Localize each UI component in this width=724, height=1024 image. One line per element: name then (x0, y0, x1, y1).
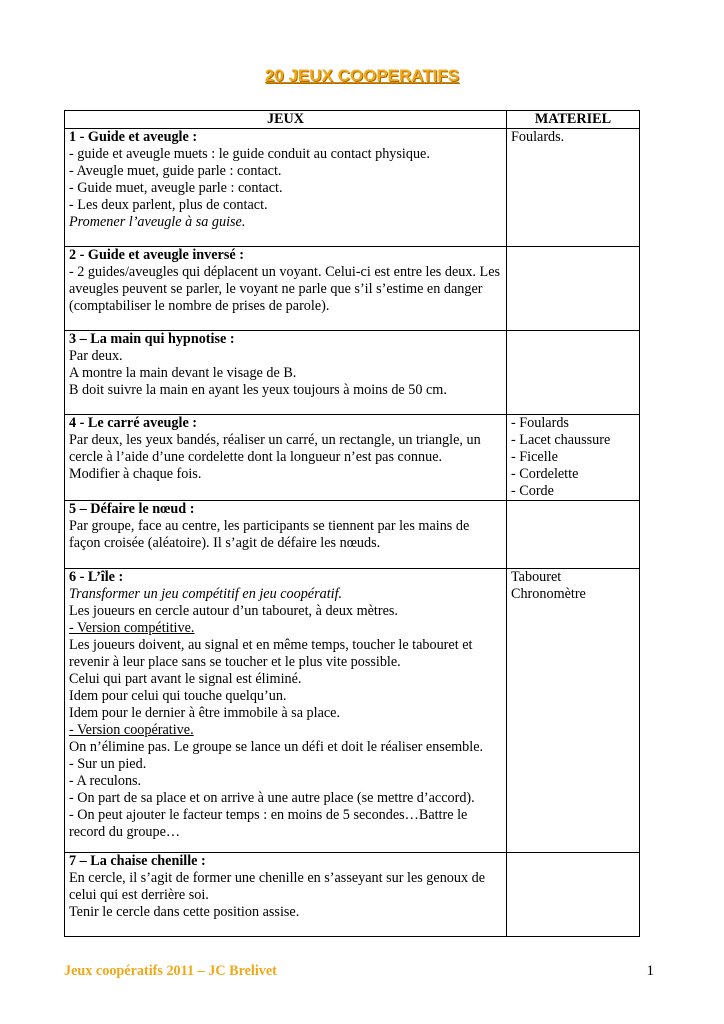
game-description-line: - Version compétitive. (69, 620, 195, 636)
game-title: 1 - Guide et aveugle : (69, 129, 198, 145)
game-cell (65, 247, 507, 331)
page-number: 1 (646, 963, 654, 979)
materiel-cell (507, 331, 640, 415)
table-row (65, 569, 640, 853)
materiel-cell (507, 247, 640, 331)
game-description-line: Celui qui part avant le signal est éliminé. (69, 671, 302, 687)
game-description-line: Tenir le cercle dans cette position assise. (69, 904, 300, 920)
game-description-line: - On part de sa place et on arrive à une autre place (se mettre d’accord). (69, 790, 475, 806)
game-description-line: - 2 guides/aveugles qui déplacent un voyant. Celui-ci est entre les deux. Les aveugles peuvent se parler, le voyant ne parle que s’il s’estime en danger (comptabiliser le nombre de prises de parole). (69, 264, 501, 314)
table-row (65, 331, 640, 415)
game-description-line: Les joueurs doivent, au signal et en même temps, toucher le tabouret et revenir à leur place sans se toucher et le plus vite possible. (69, 637, 473, 670)
game-description-line: - guide et aveugle muets : le guide conduit au contact physique. (69, 146, 430, 162)
materiel-item: Tabouret (511, 569, 562, 585)
game-description-line: - Aveugle muet, guide parle : contact. (69, 163, 282, 179)
materiel-item: - Ficelle (511, 449, 558, 465)
game-cell (65, 415, 507, 501)
game-title: 7 – La chaise chenille : (69, 853, 206, 869)
game-cell (65, 853, 507, 937)
materiel-cell (507, 129, 640, 247)
game-description-line: - A reculons. (69, 773, 142, 789)
game-description-line: - Version coopérative. (69, 722, 194, 738)
game-description-line: Idem pour celui qui touche quelqu’un. (69, 688, 287, 704)
game-cell (65, 569, 507, 853)
game-description-line: Modifier à chaque fois. (69, 466, 202, 482)
game-title: 6 - L’île : (69, 569, 124, 585)
game-title: 2 - Guide et aveugle inversé : (69, 247, 244, 263)
game-description-line: Les joueurs en cercle autour d’un tabouret, à deux mètres. (69, 603, 398, 619)
table-row (65, 247, 640, 331)
table-row (65, 129, 640, 247)
materiel-cell (507, 415, 640, 501)
game-description-line: Promener l’aveugle à sa guise. (69, 214, 246, 230)
game-description-line: A montre la main devant le visage de B. (69, 365, 297, 381)
materiel-cell (507, 853, 640, 937)
game-description-line: Transformer un jeu compétitif en jeu coopératif. (69, 586, 343, 602)
header-materiel: MATERIEL (507, 111, 640, 129)
game-description-line: - Les deux parlent, plus de contact. (69, 197, 268, 213)
game-description-line: Par groupe, face au centre, les participants se tiennent par les mains de façon croisée (aléatoire). Il s’agit de défaire les nœuds. (69, 518, 470, 551)
table-row (65, 501, 640, 569)
game-description-line: Idem pour le dernier à être immobile à sa place. (69, 705, 341, 721)
footer-text: Jeux coopératifs 2011 – JC Brelivet (64, 963, 277, 979)
materiel-item: - Foulards (511, 415, 569, 431)
game-cell (65, 331, 507, 415)
game-description-line: - Guide muet, aveugle parle : contact. (69, 180, 283, 196)
games-table (64, 110, 640, 937)
game-description-line: Par deux. (69, 348, 123, 364)
game-description-line: En cercle, il s’agit de former une chenille en s’asseyant sur les genoux de celui qui est derrière soi. (69, 870, 486, 903)
table-row (65, 415, 640, 501)
game-description-line: - Sur un pied. (69, 756, 147, 772)
document-title: 20 JEUX COOPERATIFS (264, 66, 460, 85)
materiel-item: - Cordelette (511, 466, 579, 482)
game-title: 4 - Le carré aveugle : (69, 415, 198, 431)
game-description-line: On n’élimine pas. Le groupe se lance un défi et doit le réaliser ensemble. (69, 739, 484, 755)
game-cell (65, 501, 507, 569)
materiel-item: Foulards. (511, 129, 565, 145)
materiel-item: Chronomètre (511, 586, 586, 602)
header-jeux: JEUX (65, 111, 507, 129)
game-description-line: Par deux, les yeux bandés, réaliser un carré, un rectangle, un triangle, un cercle à l’aide d’une cordelette dont la longueur n’est pas connue. (69, 432, 481, 465)
game-title: 5 – Défaire le nœud : (69, 501, 195, 517)
game-title: 3 – La main qui hypnotise : (69, 331, 235, 347)
materiel-item: - Lacet chaussure (511, 432, 611, 448)
table-row (65, 853, 640, 937)
game-cell (65, 129, 507, 247)
materiel-item: - Corde (511, 483, 554, 499)
table-header-row (65, 111, 640, 129)
game-description-line: B doit suivre la main en ayant les yeux toujours à moins de 50 cm. (69, 382, 447, 398)
materiel-cell (507, 501, 640, 569)
game-description-line: - On peut ajouter le facteur temps : en moins de 5 secondes…Battre le record du groupe… (69, 807, 468, 840)
materiel-cell (507, 569, 640, 853)
